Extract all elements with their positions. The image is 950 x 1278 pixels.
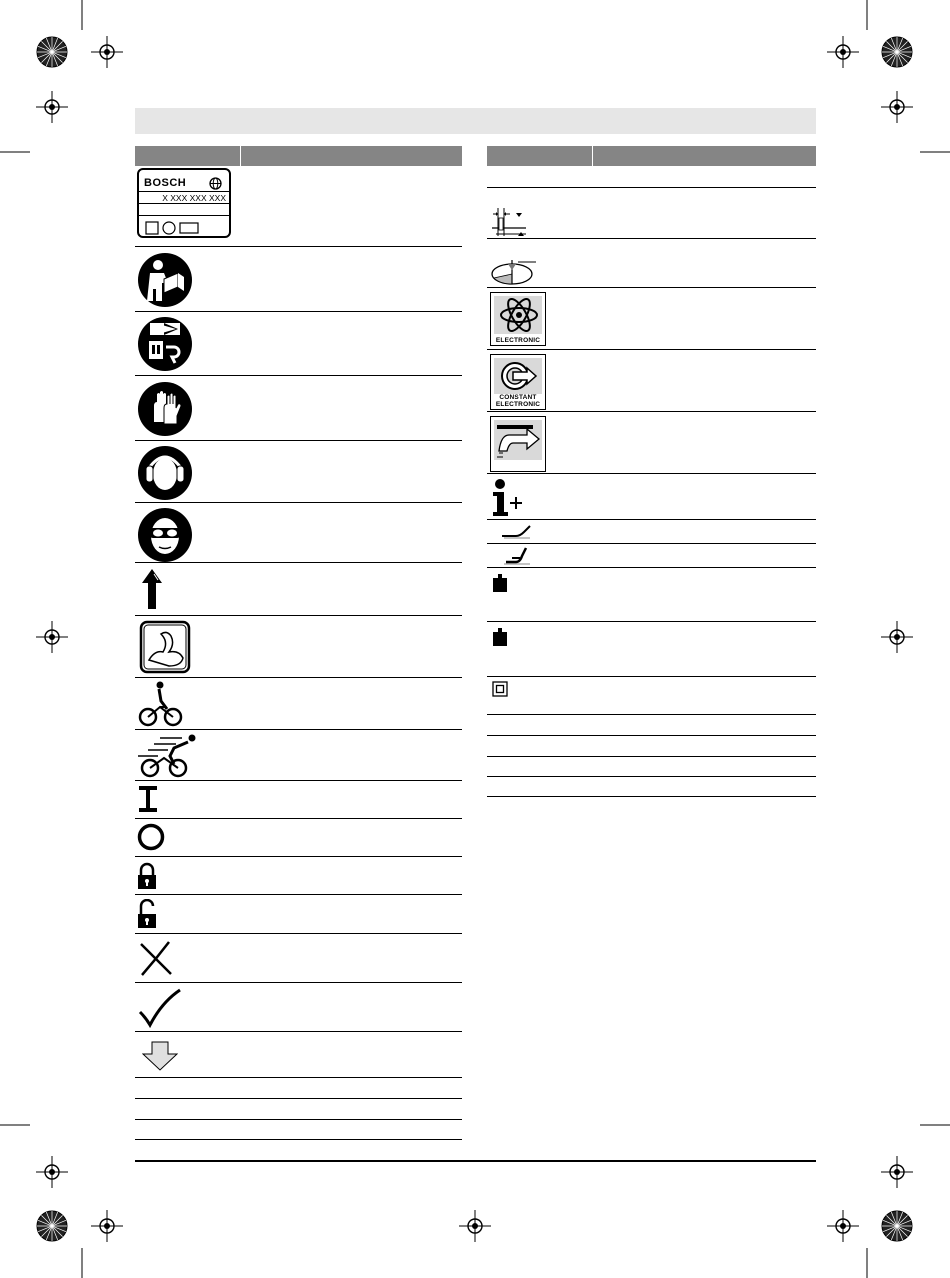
gloves-icon: [138, 382, 192, 436]
arrow-up-icon: [140, 568, 164, 610]
constant-label-line2: ELECTRONIC: [495, 401, 541, 408]
constant-label-line1: CONSTANT: [499, 394, 537, 401]
left-row-rule: [135, 677, 462, 678]
right-row-rule: [487, 567, 816, 568]
lock-open-icon: [137, 899, 157, 929]
left-row-rule: [135, 982, 462, 983]
weight-icon-2: [492, 627, 508, 647]
constant-electronic-badge-icon: [490, 354, 546, 410]
left-row-rule: [135, 1031, 462, 1032]
page-header-bar: [135, 108, 816, 134]
right-row-rule: [487, 473, 816, 474]
left-row-rule: [135, 246, 462, 247]
accessory-arrow-icon: [495, 421, 543, 461]
right-row-rule: [487, 676, 816, 677]
disconnect-plug-icon: [138, 317, 192, 371]
left-row-rule: [135, 1098, 462, 1099]
left-row-rule: [135, 856, 462, 857]
constant-arrow-icon: [499, 360, 539, 392]
checkmark-icon: [138, 988, 182, 1028]
switch-on-icon: [139, 786, 157, 812]
electronic-badge-icon: [490, 292, 546, 346]
right-row-rule: [487, 796, 816, 797]
bicycle-fast-icon: [136, 732, 198, 778]
right-row-rule: [487, 519, 816, 520]
accessory-badge-icon: [490, 416, 546, 472]
left-table-header: [135, 146, 462, 166]
left-row-rule: [135, 1139, 462, 1140]
lock-closed-icon: [137, 862, 157, 890]
right-row-rule: [487, 756, 816, 757]
left-row-rule: [135, 311, 462, 312]
left-row-rule: [135, 615, 462, 616]
left-row-rule: [135, 818, 462, 819]
globe-icon: [209, 177, 222, 190]
info-plus-icon: [490, 478, 526, 518]
left-row-rule: [135, 780, 462, 781]
left-row-rule: [135, 729, 462, 730]
bevel-angle-icon: [490, 256, 540, 286]
nameplate-number: X XXX XXX XXX: [162, 193, 226, 203]
left-row-rule: [135, 562, 462, 563]
right-row-rule: [487, 349, 816, 350]
cut-thin-icon: [500, 522, 534, 540]
electronic-label: ELECTRONIC: [495, 337, 541, 344]
nameplate-icon: [137, 168, 231, 238]
right-row-rule: [487, 543, 816, 544]
left-row-rule: [135, 1119, 462, 1120]
left-row-rule: [135, 440, 462, 441]
nameplate-marks-icon: [145, 221, 205, 235]
ear-protection-icon: [138, 446, 192, 500]
cut-depth-icon: [490, 206, 530, 238]
page-footer-rule: [135, 1160, 816, 1162]
arm-strain-icon: [139, 620, 191, 674]
eye-protection-icon: [138, 508, 192, 562]
left-row-rule: [135, 502, 462, 503]
weight-icon: [492, 573, 508, 593]
left-row-rule: [135, 894, 462, 895]
right-row-rule: [487, 776, 816, 777]
right-row-rule: [487, 187, 816, 188]
cross-icon: [138, 939, 174, 977]
atom-icon: [497, 297, 541, 333]
read-manual-icon: [138, 253, 192, 307]
arrow-down-icon: [142, 1041, 178, 1071]
right-row-rule: [487, 287, 816, 288]
right-table-header: [487, 146, 816, 166]
cut-thick-icon: [500, 544, 534, 566]
right-row-rule: [487, 735, 816, 736]
right-row-rule: [487, 621, 816, 622]
left-row-rule: [135, 1077, 462, 1078]
nameplate-brand: BOSCH: [144, 177, 187, 189]
bicycle-slow-icon: [138, 681, 184, 727]
left-row-rule: [135, 933, 462, 934]
right-row-rule: [487, 714, 816, 715]
switch-off-icon: [137, 823, 165, 851]
right-row-rule: [487, 238, 816, 239]
protection-class-icon: [492, 681, 508, 697]
left-row-rule: [135, 375, 462, 376]
right-row-rule: [487, 411, 816, 412]
